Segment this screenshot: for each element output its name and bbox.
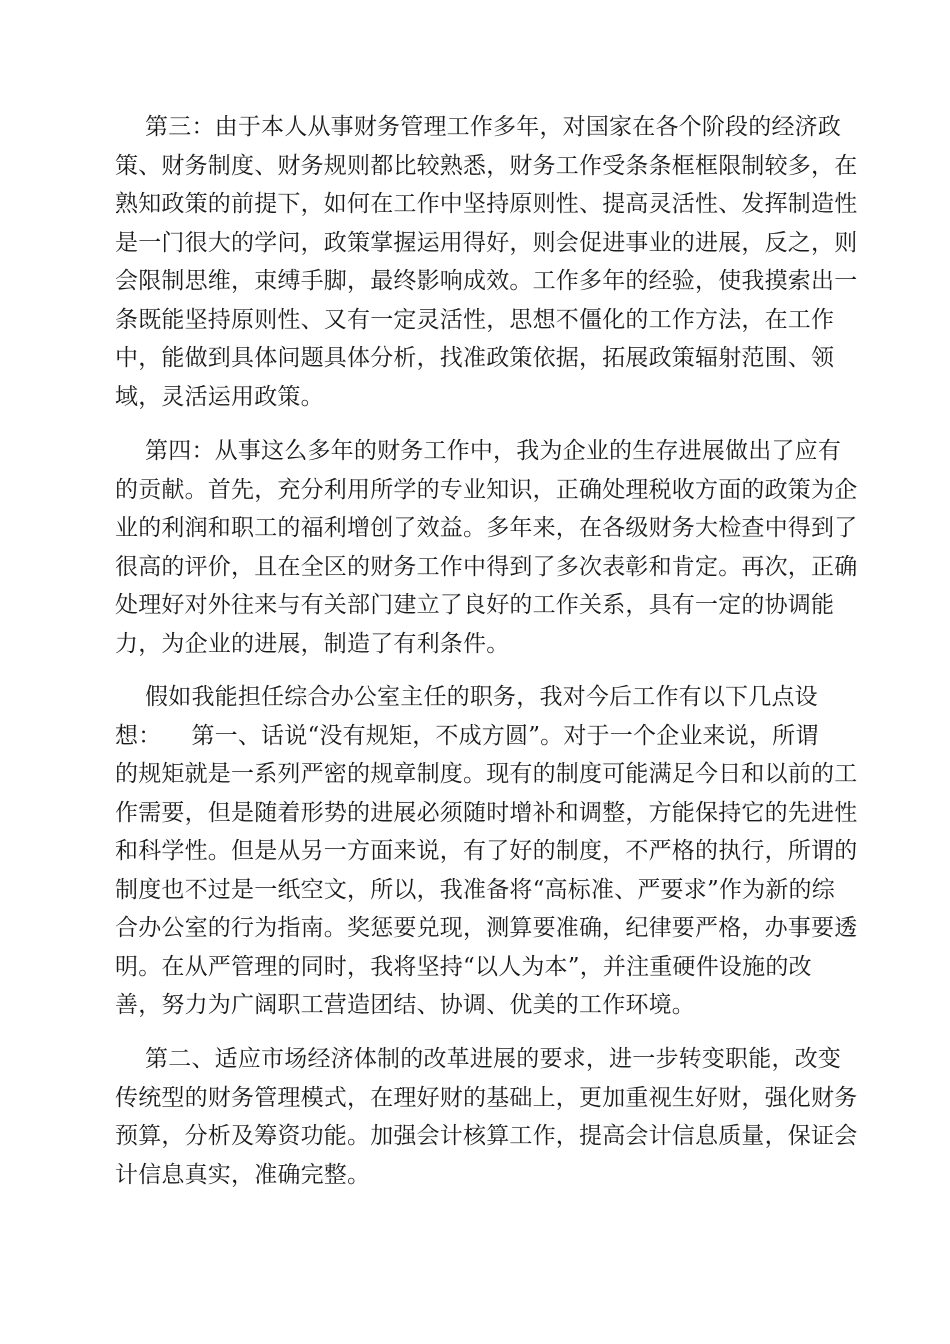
text-line: 熟知政策的前提下，如何在工作中坚持原则性、提高灵活性、发挥制造性 — [115, 191, 858, 217]
text-line: 合办公室的行为指南。奖惩要兑现，测算要准确，纪律要严格，办事要透 — [115, 915, 858, 941]
text-line: 第三：由于本人从事财务管理工作多年，对国家在各个阶段的经济政 — [115, 114, 842, 140]
text-line: 和科学性。但是从另一方面来说，有了好的制度，不严格的执行，所谓的 — [115, 838, 858, 864]
text-line: 很高的评价，且在全区的财务工作中得到了多次表彰和肯定。再次，正确 — [115, 553, 858, 580]
text-line: 策、财务制度、财务规则都比较熟悉，财务工作受条条框框限制较多，在 — [115, 152, 858, 179]
text-line: 会限制思维，束缚手脚，最终影响成效。工作多年的经验，使我摸索出一 — [115, 268, 858, 294]
text-line: 传统型的财务管理模式，在理好财的基础上，更加重视生好财，强化财务 — [115, 1084, 858, 1111]
text-line: 的贡献。首先，充分利用所学的专业知识，正确处理税收方面的政策为企 — [115, 476, 858, 503]
paragraph-third-point — [115, 108, 858, 416]
text-line: 预算，分析及筹资功能。加强会计核算工作，提高会计信息质量，保证会 — [115, 1123, 858, 1149]
text-line: 善，努力为广阔职工营造团结、协调、优美的工作环境。 — [115, 992, 695, 1018]
text-line: 想： 第一、话说“没有规矩，不成方圆”。对于一个企业来说，所谓 — [115, 722, 819, 749]
paragraph-future-plans — [115, 678, 858, 1025]
text-line: 计信息真实，准确完整。 — [115, 1161, 371, 1188]
text-line: 明。在从严管理的同时，我将坚持“以人为本”，并注重硬件设施的改 — [115, 953, 812, 980]
paragraph-fourth-point — [115, 432, 858, 663]
text-line: 业的利润和职工的福利增创了效益。多年来，在各级财务大检查中得到了 — [115, 515, 858, 541]
text-line: 制度也不过是一纸空文，所以，我准备将“高标准、严要求”作为新的综 — [115, 876, 835, 903]
text-line: 作需要，但是随着形势的进展必须随时增补和调整，方能保持它的先进性 — [115, 799, 858, 826]
text-line: 条既能坚持原则性、又有一定灵活性，思想不僵化的工作方法，在工作 — [115, 306, 835, 333]
text-line: 处理好对外往来与有关部门建立了良好的工作关系，具有一定的协调能 — [115, 592, 835, 618]
text-line: 假如我能担任综合办公室主任的职务，我对今后工作有以下几点设 — [115, 684, 818, 710]
text-line: 第二、适应市场经济体制的改革进展的要求，进一步转变职能，改变 — [115, 1046, 842, 1072]
text-line: 的规矩就是一系列严密的规章制度。现有的制度可能满足今日和以前的工 — [115, 761, 858, 787]
text-line: 力，为企业的进展，制造了有利条件。 — [115, 630, 510, 657]
text-line: 第四：从事这么多年的财务工作中，我为企业的生存进展做出了应有 — [115, 438, 842, 464]
text-line: 域，灵活运用政策。 — [115, 383, 324, 410]
paragraph-second-point — [115, 1040, 858, 1194]
text-line: 是一门很大的学问，政策掌握运用得好，则会促进事业的进展，反之，则 — [115, 229, 858, 256]
text-line: 中，能做到具体问题具体分析，找准政策依据，拓展政策辐射范围、领 — [115, 345, 835, 371]
